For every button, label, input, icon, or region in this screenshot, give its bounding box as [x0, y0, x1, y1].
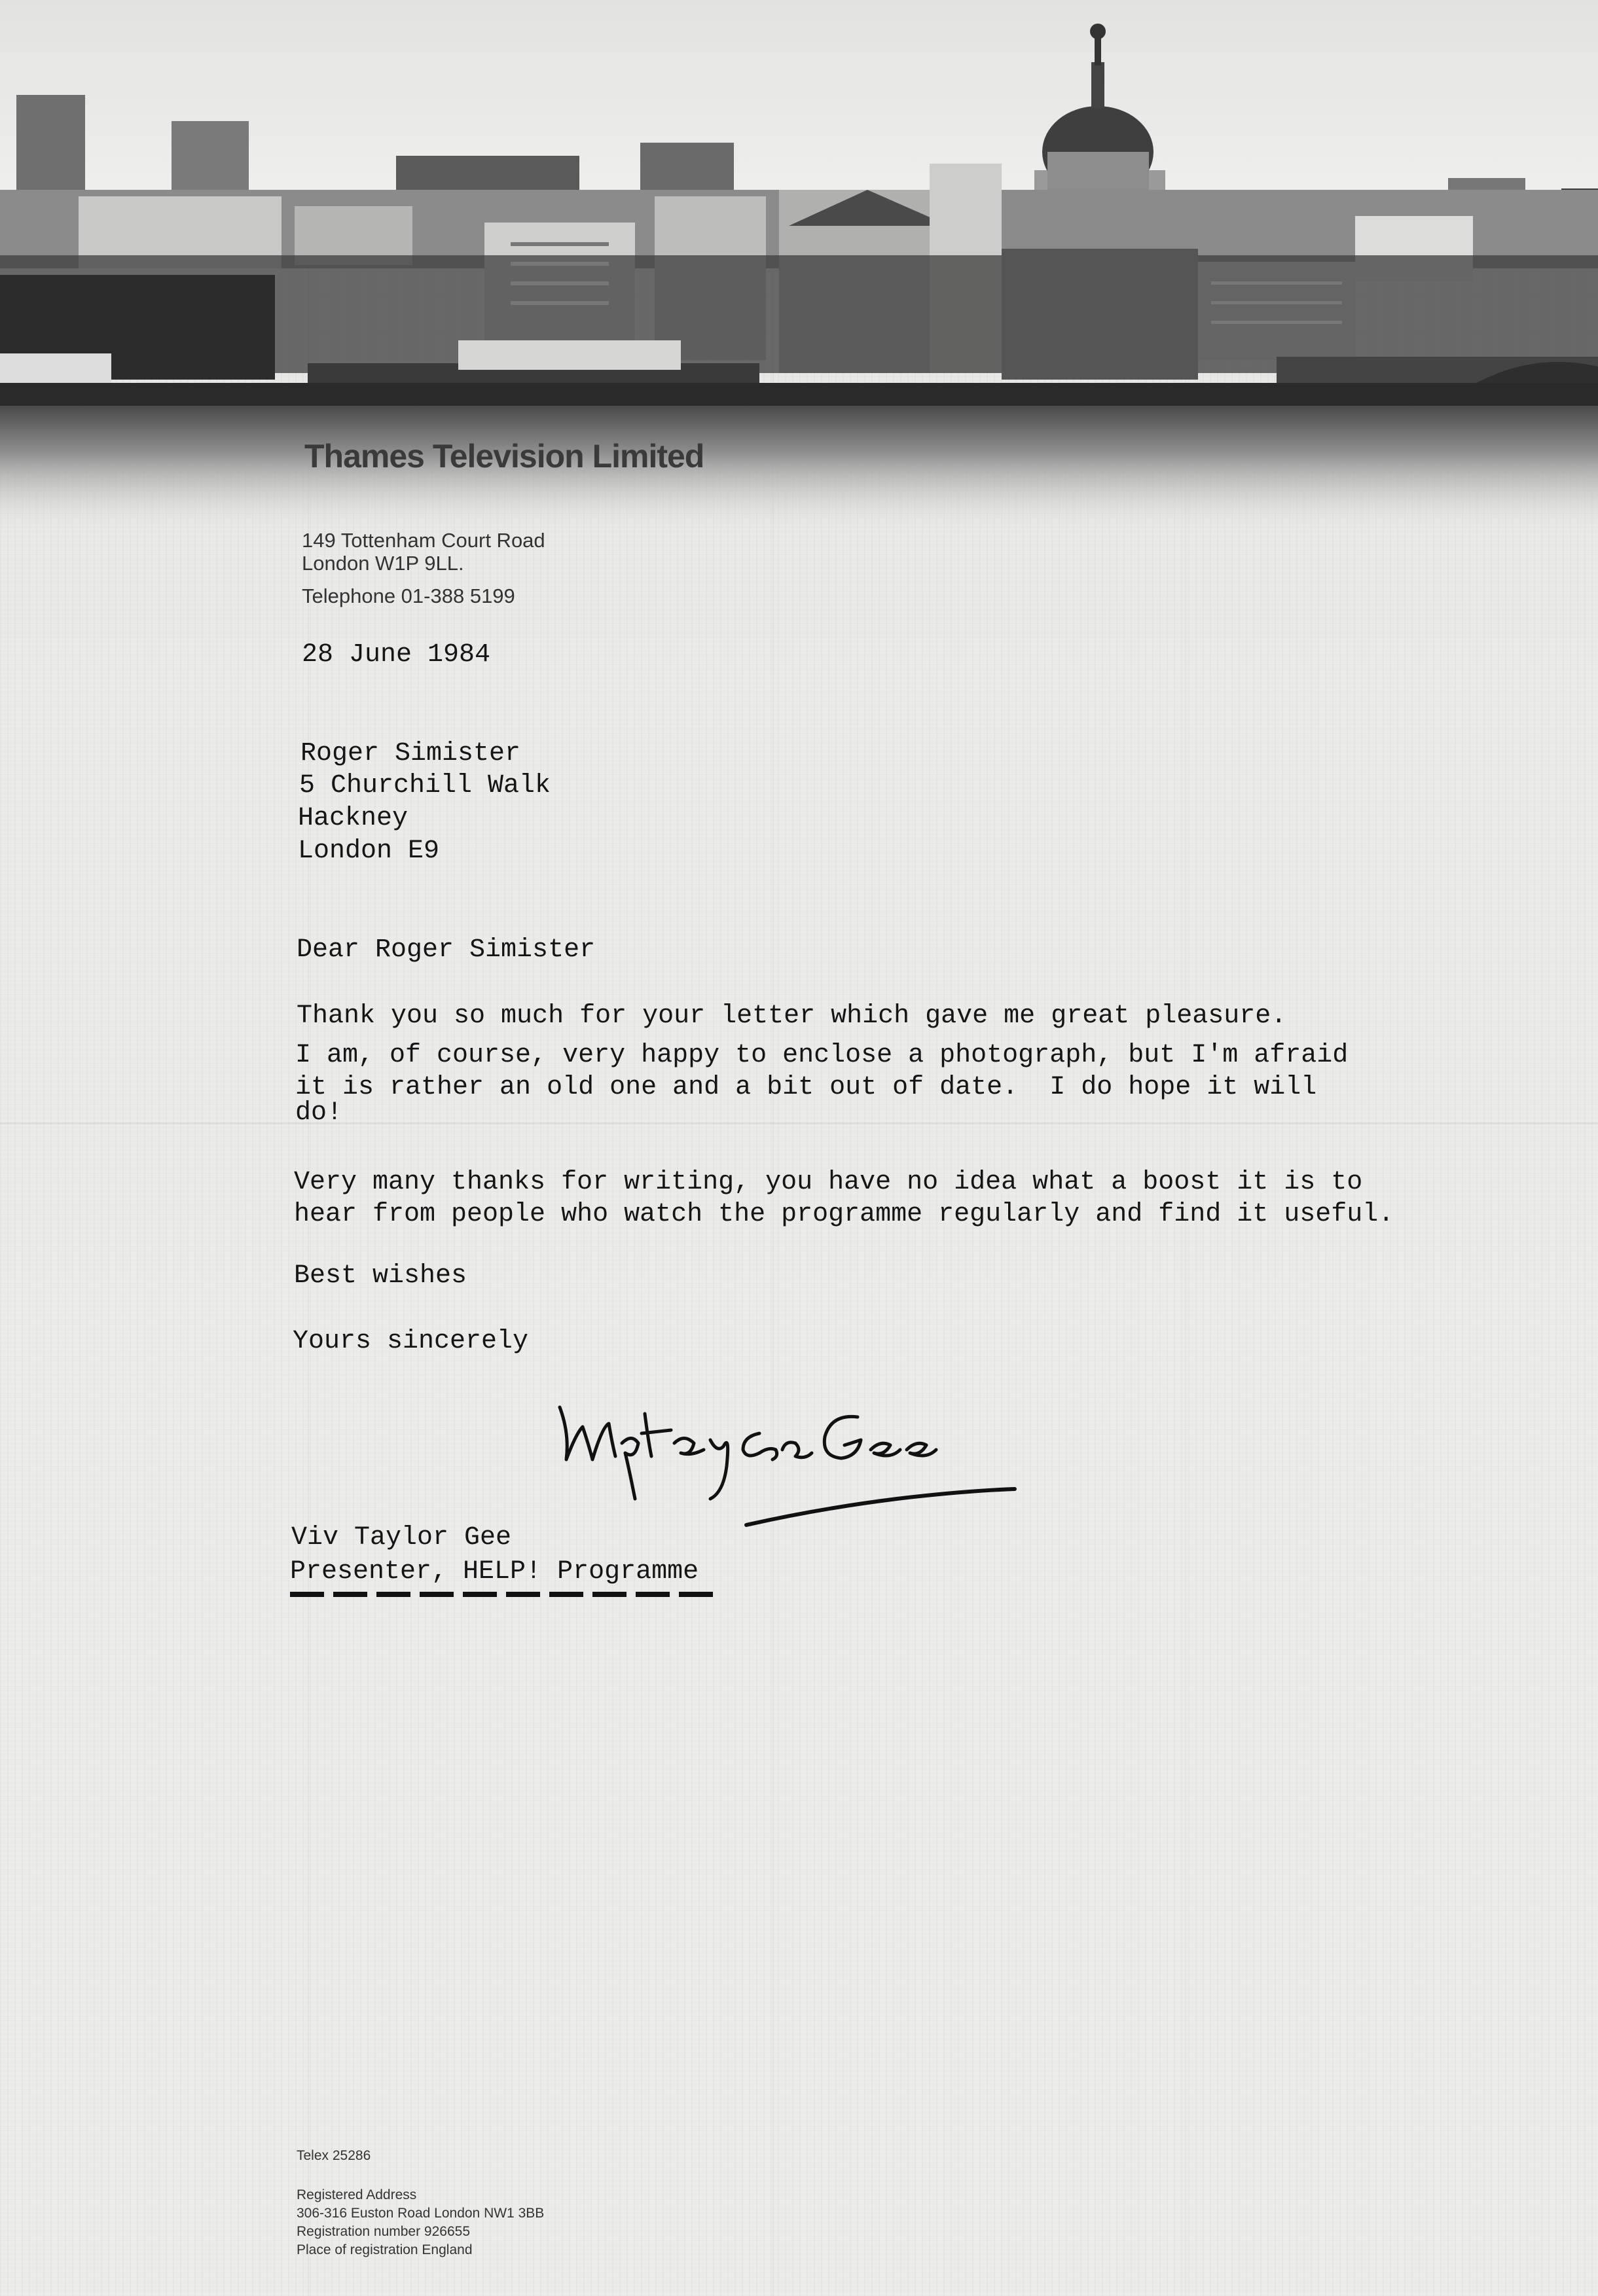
body-line: Thank you so much for your letter which gave me great pleasure. [297, 1001, 1287, 1031]
footer-registered-address: 306-316 Euston Road London NW1 3BB [297, 2206, 545, 2221]
body-line: it is rather an old one and a bit out of date. I do hope it will [295, 1073, 1317, 1102]
closing-yours-sincerely: Yours sincerely [293, 1327, 529, 1356]
body-line: I am, of course, very happy to enclose a photograph, but I'm afraid [295, 1041, 1349, 1070]
body-line: Very many thanks for writing, you have no idea what a boost it is to [294, 1168, 1363, 1197]
london-skyline-image [0, 0, 1598, 537]
recipient-street: 5 Churchill Walk [299, 771, 551, 800]
signatory-title-underline [290, 1592, 719, 1597]
company-address-line2: London W1P 9LL. [302, 552, 464, 575]
closing-best-wishes: Best wishes [294, 1261, 467, 1291]
footer-telex: Telex 25286 [297, 2148, 371, 2163]
company-address-line1: 149 Tottenham Court Road [302, 529, 545, 552]
paper-fold-line [0, 1122, 1598, 1124]
signatory-title: Presenter, HELP! Programme [290, 1557, 699, 1587]
body-line: hear from people who watch the programme regularly and find it useful. [294, 1200, 1394, 1229]
recipient-name: Roger Simister [300, 739, 521, 768]
footer-registration-number: Registration number 926655 [297, 2224, 471, 2239]
footer-registered-address-label: Registered Address [297, 2187, 417, 2202]
company-name: Thames Television Limited [304, 438, 704, 475]
letter-date: 28 June 1984 [302, 640, 491, 670]
company-telephone: Telephone 01-388 5199 [302, 584, 515, 607]
body-line: do! [295, 1098, 343, 1128]
footer-registration-place: Place of registration England [297, 2242, 473, 2257]
recipient-district: Hackney [298, 804, 409, 833]
recipient-city: London E9 [298, 836, 440, 866]
handwritten-signature [543, 1388, 1119, 1584]
salutation: Dear Roger Simister [297, 935, 596, 965]
signatory-name: Viv Taylor Gee [291, 1523, 512, 1552]
